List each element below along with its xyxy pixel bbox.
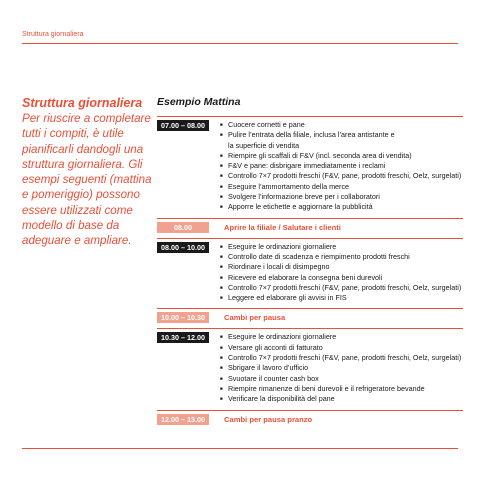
schedule-block [157,309,463,328]
schedule-block [157,117,463,218]
time-badge: 07.00 – 08.00 [157,120,209,131]
task-item: ■ Riordinare i locali di disimpegno [220,262,461,272]
schedule-section [157,96,463,430]
task-item: ■ Versare gli acconti di fatturato [220,343,461,353]
intro-section [22,96,160,249]
event-label: Aprire la filiale / Salutare i clienti [224,222,341,232]
task-item [220,130,461,151]
task-item: ■ Leggere ed elaborare gli avvisi in FIS [220,293,461,303]
top-divider [22,43,458,44]
task-item: ■ F&V e pane: disbrigare immediatamente i reclami [220,161,461,171]
schedule-title: Esempio Mattina [157,96,241,108]
task-item: ■ Verificare la disponibilità del pane [220,394,461,404]
schedule-block [157,239,463,309]
task-item: ■ Eseguire le ordinazioni giornaliere [220,332,461,342]
task-item-continuation: la superficie di vendita [228,140,300,150]
task-item: ■ Svuotare il counter cash box [220,374,461,384]
task-list [209,242,461,304]
pause-label: Cambi per pausa [224,313,286,323]
page-header: Struttura giornaliera [22,31,84,38]
task-item: ■ Controllo 7×7 prodotti freschi (F&V, pane, prodotti freschi, Oelz, surgelati) [220,283,461,293]
task-item: ■ Controllo 7×7 prodotti freschi (F&V, pane, prodotti freschi, Oelz, surgelati) [220,171,461,181]
task-item: ■ Riempire gli scaffali di F&V (incl. seconda area di vendita) [220,151,461,161]
task-item: ■ Eseguire l’ammortamento della merce [220,182,461,192]
time-badge: 08.00 – 10.00 [157,242,209,253]
task-item: ■ Ricevere ed elaborare la consegna beni durevoli [220,273,461,283]
schedule-block [157,411,463,430]
task-item: ■ Sbrigare il lavoro d’ufficio [220,363,461,373]
task-list [209,332,461,404]
task-item: ■ Svolgere l’informazione breve per i collaboratori [220,192,461,202]
task-item-text: Pulire l’entrata della filiale, inclusa l’area antistante e [228,130,395,140]
task-item: ■ Cuocere cornetti e pane [220,120,461,130]
task-item: ■ Apporre le etichette e aggiornare la pubblicità [220,202,461,212]
intro-body: Per riuscire a completare tutti i compiti, è utile pianificarli dandogli una struttura giornaliera. Gli esempi seguenti (mattina e pomeriggio) possono essere utilizzati come modello di base da adeguare e ampliare. [22,112,152,248]
time-badge: 10.30 – 12.00 [157,332,209,343]
intro-title: Struttura giornaliera [22,96,143,110]
time-badge: 08.00 [157,222,209,233]
task-list [209,120,461,213]
task-item: ■ Controllo 7×7 prodotti freschi (F&V, pane, prodotti freschi, Oelz, surgelati) [220,353,461,363]
pause-label: Cambi per pausa pranzo [224,414,313,424]
time-badge: 12.00 – 13.00 [157,414,209,425]
task-item: ■ Controllo date di scadenza e riempimento prodotti freschi [220,252,461,262]
schedule-block [157,219,463,238]
schedule-block [157,329,463,409]
bottom-divider [22,448,458,449]
time-badge: 10.00 – 10.30 [157,312,209,323]
task-item: ■ Eseguire le ordinazioni giornaliere [220,242,461,252]
task-item: ■ Riempire rimanenze di beni durevoli e il refrigeratore bevande [220,384,461,394]
